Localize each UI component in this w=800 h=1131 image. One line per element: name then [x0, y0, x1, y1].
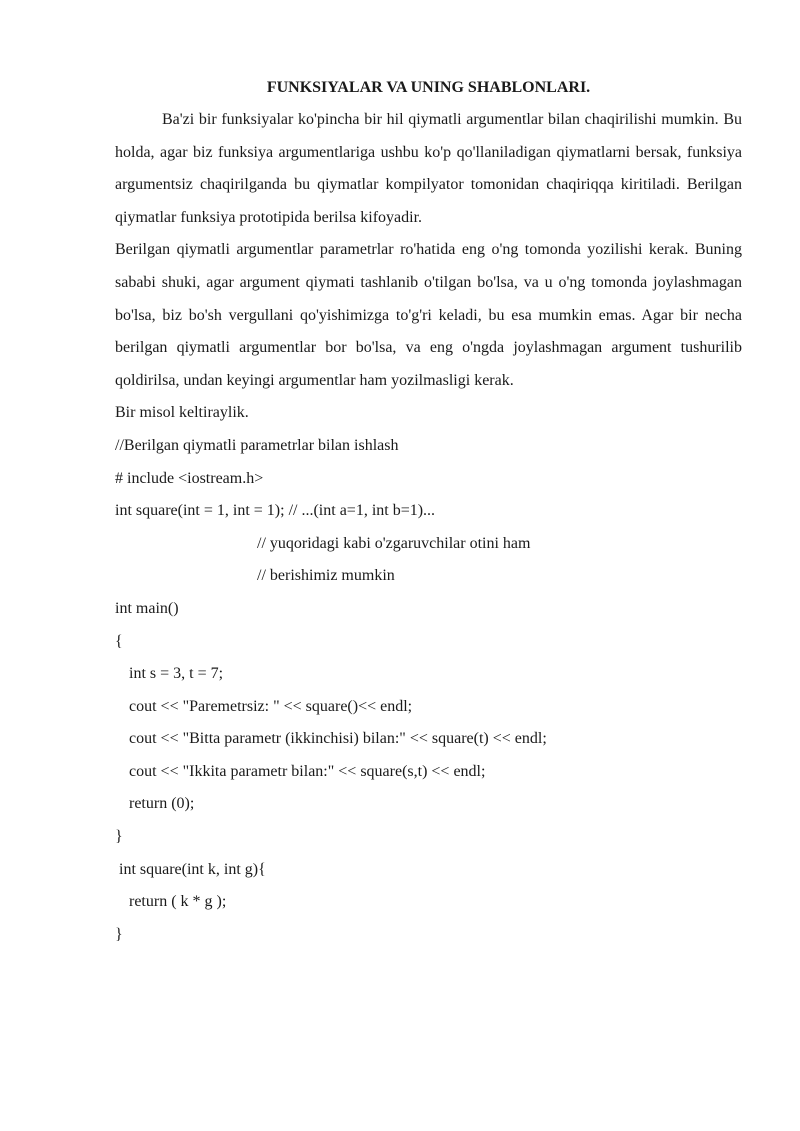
code-comment-cont-2: // berishimiz mumkin [257, 567, 395, 585]
code-cout-3: cout << "Ikkita parametr bilan:" << square(s,t) << endl; [129, 762, 486, 780]
code-include: # include <iostream.h> [115, 469, 264, 487]
code-close-brace-2: } [115, 925, 123, 943]
code-return-main: return (0); [129, 795, 195, 813]
document-title: FUNKSIYALAR VA UNING SHABLONLARI. [266, 79, 591, 96]
code-main-signature: int main() [115, 599, 179, 617]
code-cout-1: cout << "Paremetrsiz: " << square()<< endl; [129, 697, 413, 715]
document-page [115, 72, 742, 951]
code-prototype: int square(int = 1, int = 1); // ...(int a=1, int b=1)... [115, 502, 436, 520]
paragraph-2: Berilgan qiymatli argumentlar parametrlar ro'hatida eng o'ng tomonda yozilishi kerak. Buning sababi shuki, agar argument qiymati tashlanib o'tilgan bo'lsa, va u o'ng tomonda joylashmagan bo'lsa, biz bo'sh vergullani qo'yishimizga to'g'ri keladi, bu esa mumkin emas. Agar bir necha berilgan qiymatli argumentlar bor bo'lsa, va eng o'ngda joylashmagan argument tushurilib qoldirilsa, undan keyingi argumentlar ham yozilmasligi kerak. [115, 241, 742, 389]
code-listing [115, 430, 742, 952]
code-square-signature: int square(int k, int g){ [119, 860, 266, 878]
code-comment-header: //Berilgan qiymatli parametrlar bilan ishlash [115, 436, 399, 454]
code-comment-cont-1: // yuqoridagi kabi o'zgaruvchilar otini ham [257, 534, 531, 552]
code-close-brace: } [115, 828, 123, 846]
code-cout-2: cout << "Bitta parametr (ikkinchisi) bilan:" << square(t) << endl; [129, 730, 547, 748]
code-declaration: int s = 3, t = 7; [129, 665, 224, 683]
code-return-square: return ( k * g ); [129, 893, 227, 911]
paragraph-1: Ba'zi bir funksiyalar ko'pincha bir hil qiymatli argumentlar bilan chaqirilishi mumkin. Bu holda, agar biz funksiya argumentlariga ushbu ko'p qo'llaniladigan qiymatlarni bersak, funksiya argumentsiz chaqirilganda bu qiymatlar kompilyator tomonidan chaqiriqqa kiritiladi. Berilgan qiymatlar funksiya prototipida berilsa kifoyadir. [115, 111, 742, 226]
paragraph-3: Bir misol keltiraylik. [115, 404, 249, 422]
code-open-brace: { [115, 632, 123, 650]
